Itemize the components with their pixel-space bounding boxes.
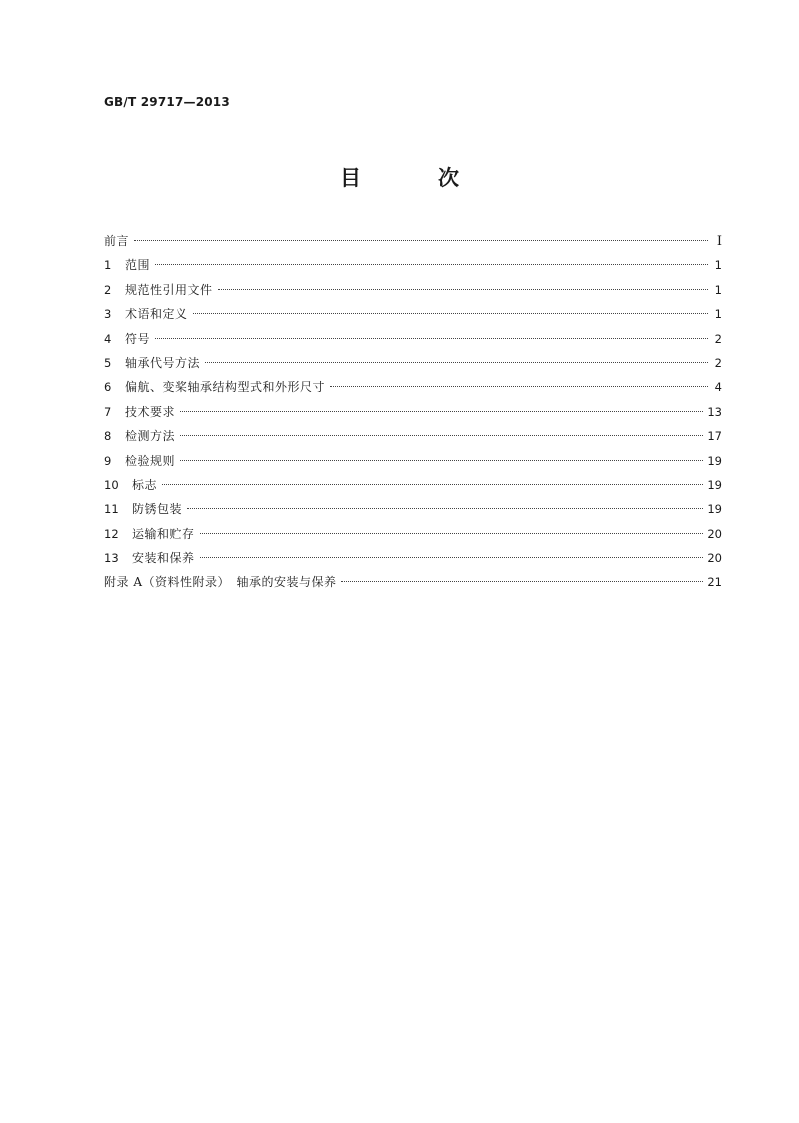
toc-entry-number: 13 xyxy=(104,551,119,566)
toc-entry-6[interactable] xyxy=(104,375,722,399)
toc-leader-dots xyxy=(180,411,703,412)
toc-entry-number: 5 xyxy=(104,355,112,370)
toc-entry-label: 轴承代号方法 xyxy=(125,355,201,370)
toc-entry-10[interactable] xyxy=(104,473,722,497)
toc-entry-number: 12 xyxy=(104,526,119,541)
toc-entry-number: 7 xyxy=(104,404,112,419)
toc-entry-page: 2 xyxy=(714,355,722,370)
toc-leader-dots xyxy=(187,508,703,509)
toc-entry-page: 20 xyxy=(707,551,722,566)
toc-leader-dots xyxy=(155,338,708,339)
toc-entry-label: 检测方法 xyxy=(125,429,176,444)
toc-entry-page: 1 xyxy=(714,282,722,297)
toc-entry-label: 安装和保养 xyxy=(132,551,195,566)
toc-entry-label: 运输和贮存 xyxy=(132,526,195,541)
toc-entry-label: 前言 xyxy=(104,234,130,248)
toc-entry-page: 20 xyxy=(707,526,722,541)
toc-leader-dots xyxy=(330,386,708,387)
toc-entry-page: 21 xyxy=(707,575,722,590)
toc-entry-label: 规范性引用文件 xyxy=(125,282,213,297)
toc-entry-7[interactable] xyxy=(104,400,722,424)
toc-leader-dots xyxy=(134,240,708,241)
toc-entry-13[interactable] xyxy=(104,546,722,570)
toc-entry-9[interactable] xyxy=(104,449,722,473)
toc-entry-appendix-a[interactable] xyxy=(104,570,722,594)
toc-entry-page: 4 xyxy=(714,380,722,395)
toc-entry-page: 19 xyxy=(707,453,722,468)
toc-entry-label: 技术要求 xyxy=(125,404,176,419)
toc-entry-label: 附录 A（资料性附录） 轴承的安装与保养 xyxy=(104,575,337,590)
toc-entry-page: 1 xyxy=(714,258,722,273)
toc-entry-page: 13 xyxy=(707,404,722,419)
toc-leader-dots xyxy=(155,264,708,265)
toc-entry-12[interactable] xyxy=(104,522,722,546)
toc-entry-number: 9 xyxy=(104,453,112,468)
toc-leader-dots xyxy=(200,557,704,558)
toc-entry-11[interactable] xyxy=(104,497,722,521)
toc-entry-label: 偏航、变桨轴承结构型式和外形尺寸 xyxy=(125,380,326,395)
toc-entry-label: 符号 xyxy=(125,331,151,346)
toc-leader-dots xyxy=(341,581,703,582)
toc-entry-label: 标志 xyxy=(132,477,158,492)
toc-entry-number: 6 xyxy=(104,380,112,395)
toc-entry-number: 3 xyxy=(104,307,112,322)
toc-entry-number: 11 xyxy=(104,502,119,517)
toc-entry-page: Ⅰ xyxy=(716,234,722,249)
toc-leader-dots xyxy=(218,289,708,290)
toc-entry-page: 2 xyxy=(714,331,722,346)
toc-entry-1[interactable] xyxy=(104,253,722,277)
page-title: 目 次 xyxy=(340,166,487,190)
toc-entry-page: 17 xyxy=(707,429,722,444)
toc-leader-dots xyxy=(162,484,703,485)
toc-entry-5[interactable] xyxy=(104,351,722,375)
toc-entry-number: 8 xyxy=(104,429,112,444)
toc-entry-foreword[interactable] xyxy=(104,229,722,253)
toc-entry-label: 检验规则 xyxy=(125,453,176,468)
toc-leader-dots xyxy=(180,460,703,461)
toc-leader-dots xyxy=(205,362,708,363)
toc-leader-dots xyxy=(180,435,703,436)
toc-entry-number: 2 xyxy=(104,282,112,297)
toc-entry-label: 术语和定义 xyxy=(125,307,188,322)
toc-entry-number: 10 xyxy=(104,477,119,492)
toc-entry-number: 4 xyxy=(104,331,112,346)
toc-leader-dots xyxy=(193,313,708,314)
toc-entry-2[interactable] xyxy=(104,278,722,302)
toc-entry-page: 19 xyxy=(707,477,722,492)
toc-entry-label: 防锈包装 xyxy=(132,502,183,517)
toc-entry-page: 1 xyxy=(714,307,722,322)
toc-entry-page: 19 xyxy=(707,502,722,517)
toc-leader-dots xyxy=(200,533,704,534)
toc-entry-number: 1 xyxy=(104,258,112,273)
toc-entry-8[interactable] xyxy=(104,424,722,448)
toc-entry-label: 范围 xyxy=(125,258,151,273)
toc-entry-4[interactable] xyxy=(104,327,722,351)
toc-entry-3[interactable] xyxy=(104,302,722,326)
standard-number: GB/T 29717—2013 xyxy=(104,95,230,109)
table-of-contents xyxy=(104,229,722,595)
